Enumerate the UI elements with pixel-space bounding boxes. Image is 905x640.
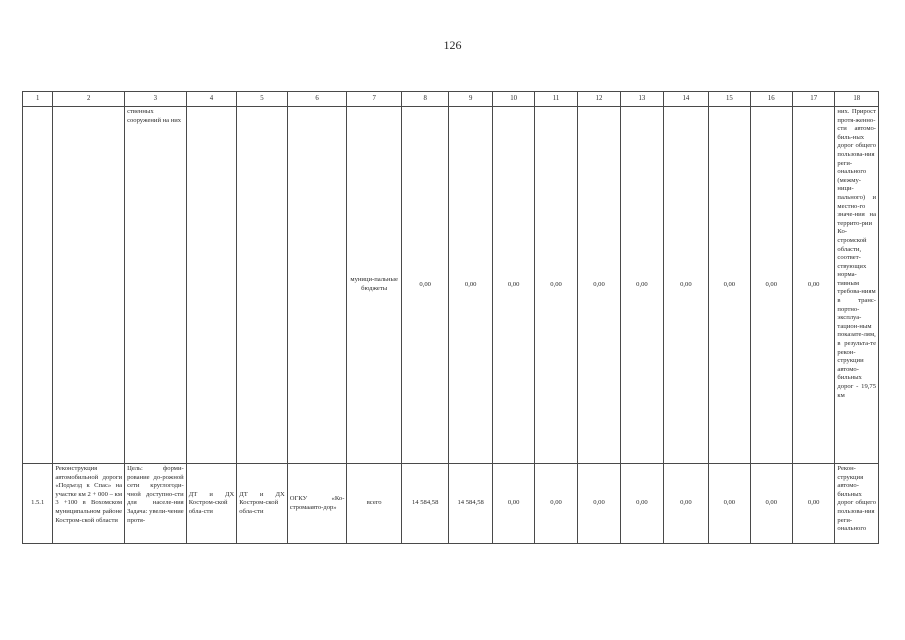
header-cell: 9 xyxy=(449,92,492,107)
table-row xyxy=(23,464,879,544)
amount-cell: 0,00 xyxy=(792,107,834,464)
program-table xyxy=(22,91,879,544)
amount-cell: 0,00 xyxy=(621,464,663,544)
table-cell xyxy=(186,107,237,464)
header-cell: 18 xyxy=(835,92,879,107)
executor-cell: ДТ и ДХ Костром-ской обла-сти xyxy=(237,464,288,544)
amount-cell: 0,00 xyxy=(535,107,577,464)
amount-cell: 0,00 xyxy=(449,107,492,464)
item-number-cell: 1.5.1 xyxy=(23,464,53,544)
header-cell: 8 xyxy=(401,92,448,107)
header-cell: 4 xyxy=(186,92,237,107)
header-cell: 17 xyxy=(792,92,834,107)
header-cell: 13 xyxy=(621,92,663,107)
page-number: 126 xyxy=(443,38,462,52)
objective-cell: ственных сооружений на них xyxy=(125,107,187,464)
table-cell xyxy=(53,107,125,464)
amount-cell: 0,00 xyxy=(709,464,750,544)
header-cell: 7 xyxy=(347,92,402,107)
header-cell: 11 xyxy=(535,92,577,107)
amount-cell: 0,00 xyxy=(577,464,620,544)
customer-cell: ДТ и ДХ Костром-ской обла-сти xyxy=(186,464,237,544)
amount-cell: 0,00 xyxy=(750,107,792,464)
amount-cell: 0,00 xyxy=(663,107,708,464)
header-cell: 5 xyxy=(237,92,288,107)
objective-cell: Цель: форми-рование до-рожной сети круглогоди-чной доступно-сти для населе-ния Задача: увели-чение протя- xyxy=(125,464,187,544)
header-cell: 12 xyxy=(577,92,620,107)
table-cell xyxy=(287,107,347,464)
table-cell xyxy=(237,107,288,464)
table-row xyxy=(23,107,879,464)
result-cell: ниx. Прирост протя-женно-сти автомо-биль-ных дорог общего пользова-ния реги-онального (межму-ници-пального) и местно-го значе-ния на террито-рии Ко-стромской области, соответ-ствующих норма-тивным требова-ниям в транс-портно-эксплуа-тацион-ным показате-лям, в результа-те рекон-струкции автомо-бильных дорог - 19,75 км xyxy=(835,107,879,464)
amount-cell: 0,00 xyxy=(621,107,663,464)
column-number-row xyxy=(23,92,879,107)
amount-cell: 0,00 xyxy=(750,464,792,544)
header-cell: 6 xyxy=(287,92,347,107)
header-cell: 15 xyxy=(709,92,750,107)
amount-cell: 0,00 xyxy=(401,107,448,464)
amount-cell: 0,00 xyxy=(492,464,534,544)
result-cell: Рекон-струкция автомо-бильных дорог общего пользова-ния реги-онального xyxy=(835,464,879,544)
header-cell: 14 xyxy=(663,92,708,107)
amount-cell: 0,00 xyxy=(535,464,577,544)
amount-cell: 14 584,58 xyxy=(449,464,492,544)
table-cell xyxy=(23,107,53,464)
header-cell: 10 xyxy=(492,92,534,107)
header-cell: 2 xyxy=(53,92,125,107)
header-cell: 3 xyxy=(125,92,187,107)
amount-cell: 0,00 xyxy=(709,107,750,464)
funding-source-cell: всего xyxy=(347,464,402,544)
amount-cell: 0,00 xyxy=(792,464,834,544)
header-cell: 16 xyxy=(750,92,792,107)
amount-cell: 14 584,58 xyxy=(401,464,448,544)
measure-name-cell: Реконструкция автомобильной дороги «Подъезд к Спас» на участке км 2 + 000 – км 3 +100 в Вохомском муниципальном районе Костром-ской области xyxy=(53,464,125,544)
amount-cell: 0,00 xyxy=(577,107,620,464)
contractor-cell: ОГКУ «Ко-стромаавто-дор» xyxy=(287,464,347,544)
header-cell: 1 xyxy=(23,92,53,107)
amount-cell: 0,00 xyxy=(492,107,534,464)
amount-cell: 0,00 xyxy=(663,464,708,544)
funding-source-cell: муници-пальные бюджеты xyxy=(347,107,402,464)
